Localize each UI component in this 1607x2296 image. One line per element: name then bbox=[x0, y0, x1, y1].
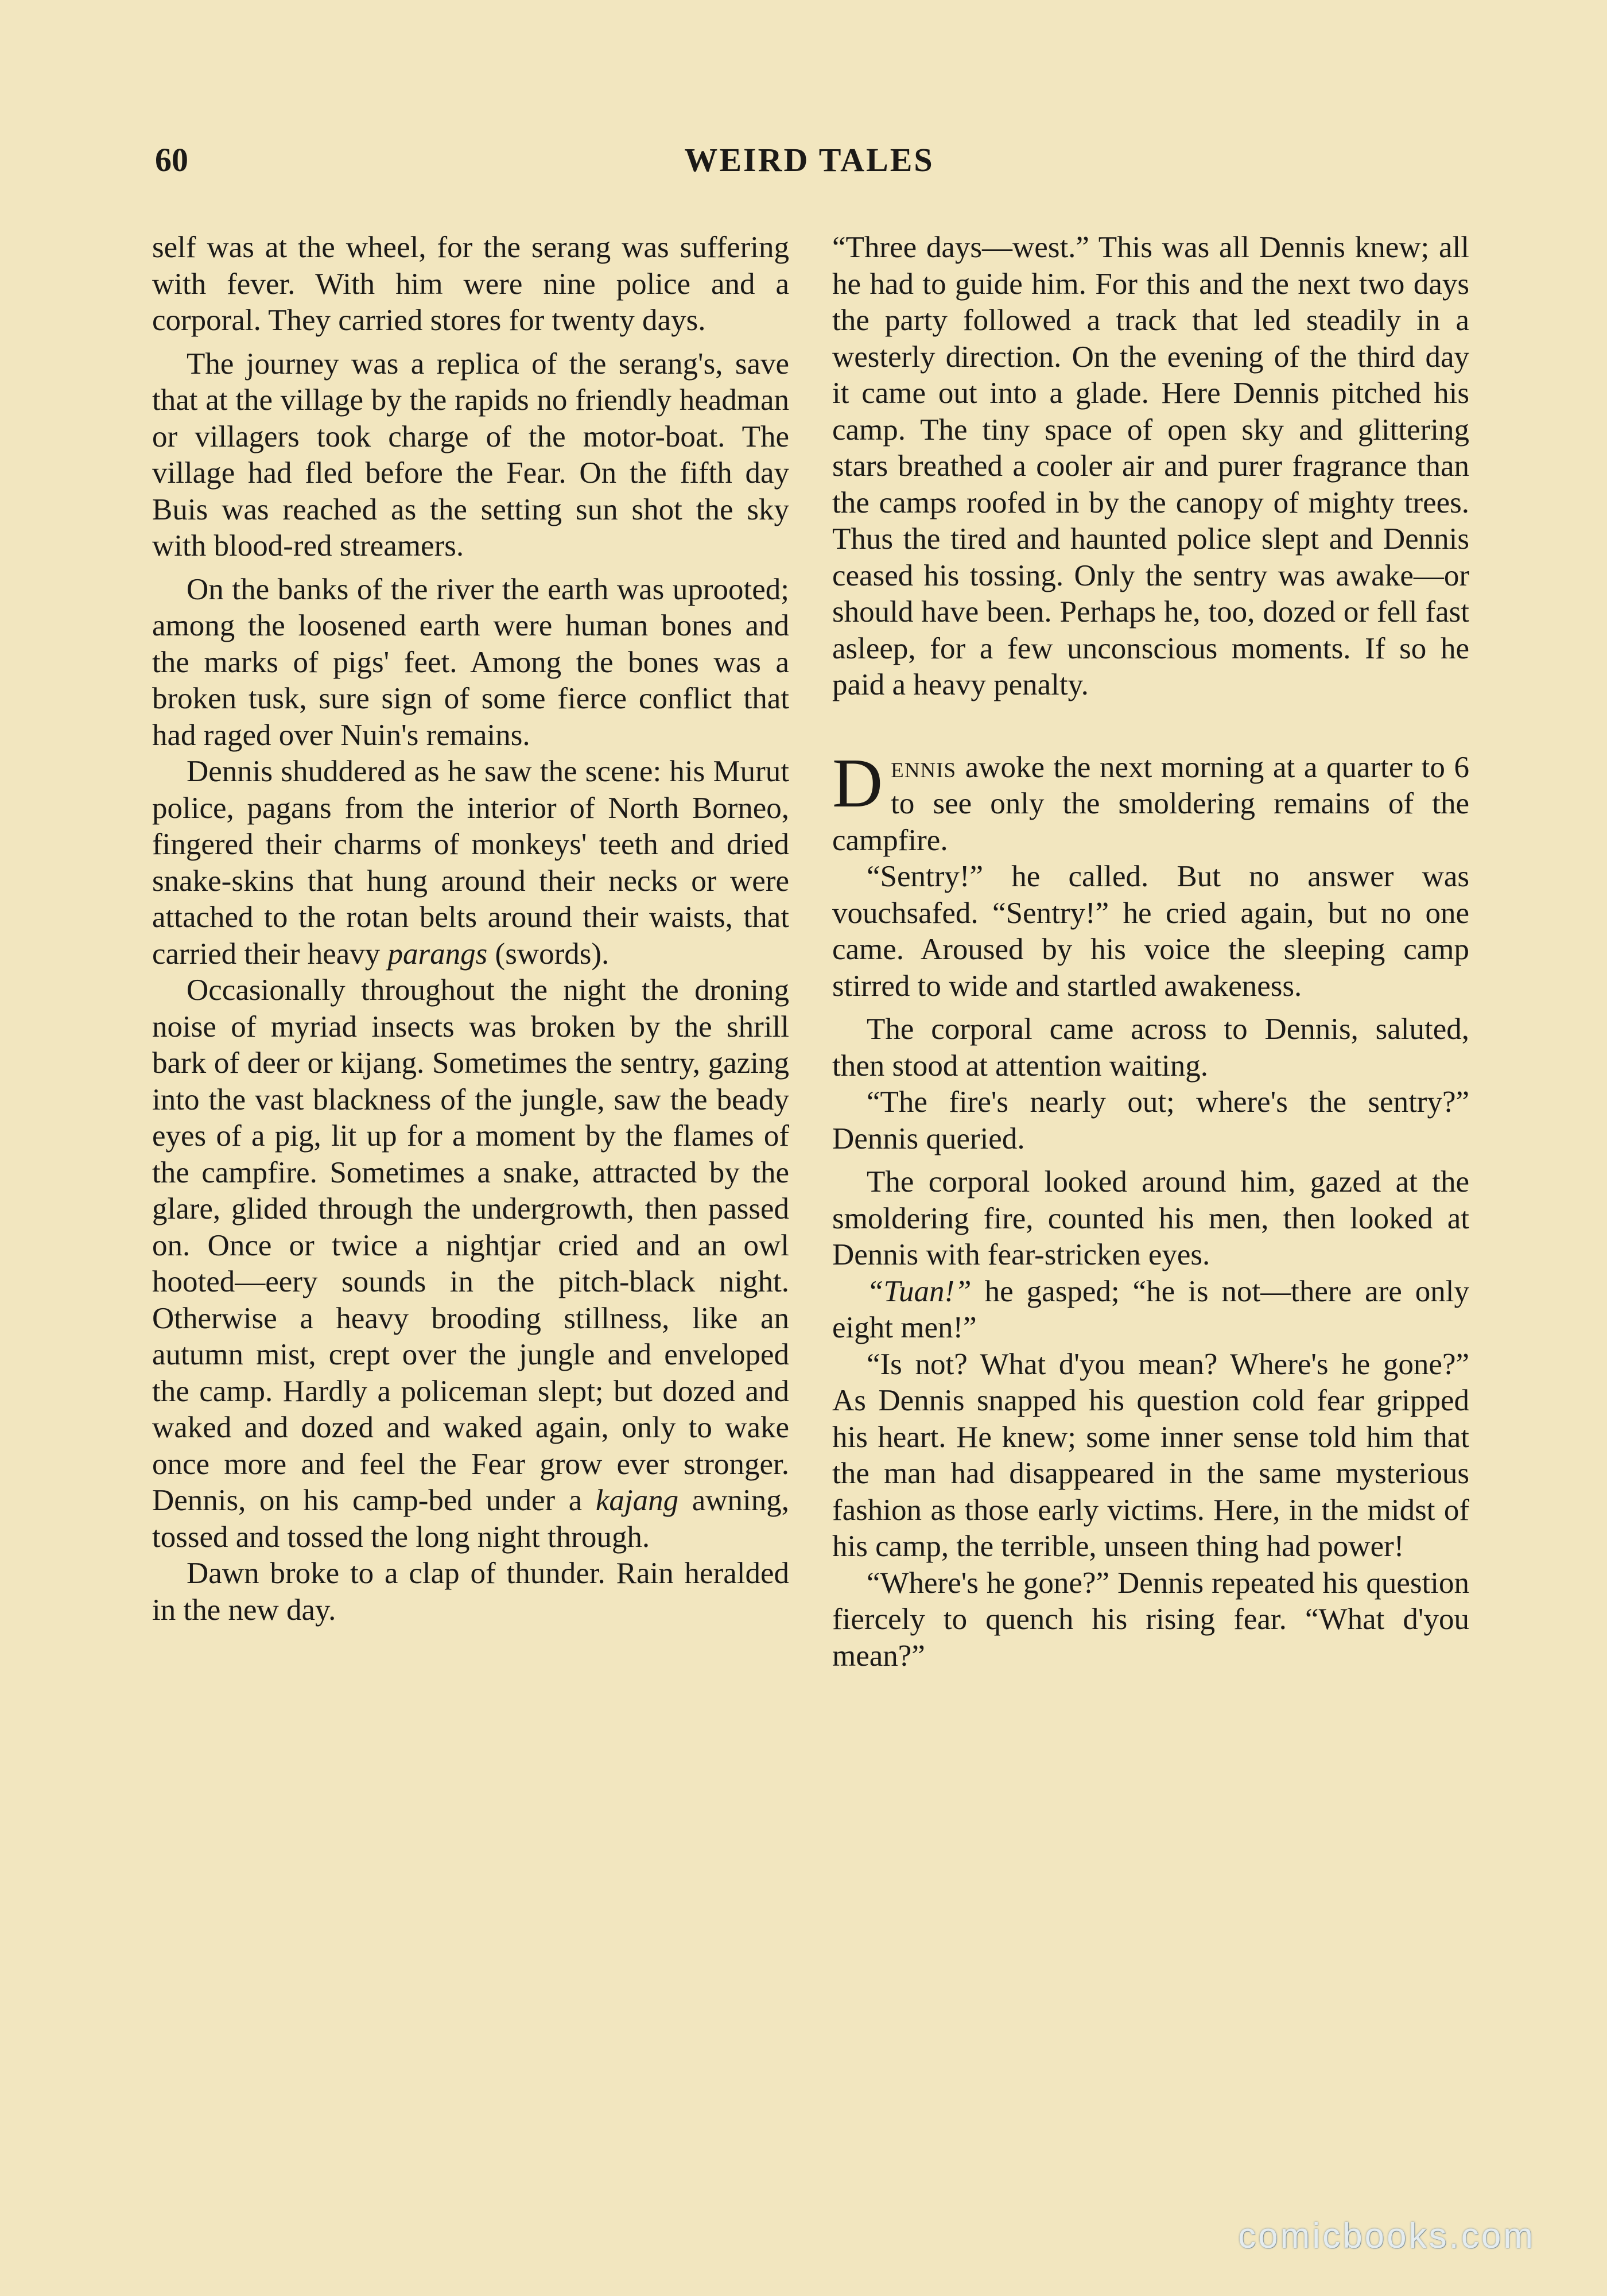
paragraph: Dennis shuddered as he saw the scene: his Murut police, pagans from the interior of North Borneo, fingered their charms of monkeys' teeth and dried snake-skins that hung around their necks or were attached to the rotan belts around their waists, that carried their heavy parangs (swords). bbox=[152, 755, 789, 971]
drop-cap: D bbox=[832, 744, 883, 822]
italic-word: “Tuan!” bbox=[867, 1274, 972, 1308]
italic-word: parangs bbox=[387, 937, 488, 971]
right-column bbox=[832, 230, 1469, 1674]
paragraph: self was at the wheel, for the serang was suffering with fever. With him were nine police and a corporal. They carried stores for twenty days. bbox=[152, 231, 789, 337]
page-header bbox=[155, 141, 1464, 187]
paragraph: “Is not? What d'you mean? Where's he gone?” As Dennis snapped his question cold fear gripped his heart. He knew; some inner sense told him that the man had disappeared in the same mysterious fashion as those early victims. Here, in the midst of his camp, the terrible, unseen thing had power! bbox=[832, 1347, 1469, 1563]
small-caps-word: ennis bbox=[891, 750, 957, 784]
left-column bbox=[152, 230, 789, 1628]
paragraph: Occasionally throughout the night the droning noise of myriad insects was broken by the shrill bark of deer or kijang. Sometimes the sentry, gazing into the vast blackness of the jungle, saw the beady eyes of a pig, lit up for a moment by the flames of the campfire. Sometimes a snake, attracted by the glare, glided through the undergrowth, then passed on. Once or twice a nightjar cried and an owl hooted—eery sounds in the pitch-black night. Otherwise a heavy brooding stillness, like an autumn mist, crept over the jungle and enveloped the camp. Hardly a policeman slept; but dozed and waked and dozed and waked again, only to wake once more and feel the Fear grow ever stronger. Dennis, on his camp-bed under a kajang awning, tossed and tossed the long night through. bbox=[152, 974, 789, 1554]
paragraph: The journey was a replica of the serang's, save that at the village by the rapids no friendly headman or villagers took charge of the motor-boat. The village had fled before the Fear. On the fifth day Buis was reached as the setting sun shot the sky with blood-red streamers. bbox=[152, 347, 789, 563]
paragraph: “Sentry!” he called. But no answer was vouchsafed. “Sentry!” he cried again, but no one came. Aroused by his voice the sleeping camp stirred to wide and startled awakeness. bbox=[832, 860, 1469, 1003]
paragraph: “Where's he gone?” Dennis repeated his question fiercely to quench his rising fear. “What d'you mean?” bbox=[832, 1566, 1469, 1673]
watermark-logo: comicbooks.com bbox=[1238, 2216, 1535, 2256]
paragraph: “Tuan!” he gasped; “he is not—there are only eight men!” bbox=[832, 1274, 1469, 1344]
italic-word: kajang bbox=[595, 1484, 679, 1517]
paragraph: “Three days—west.” This was all Dennis knew; all he had to guide him. For this and the next two days the party followed a track that led steadily in a westerly direction. On the evening of the third day it came out into a glade. Here Dennis pitched his camp. The tiny space of open sky and glittering stars breathed a cooler air and purer fragrance than the camps roofed in by the canopy of mighty trees. Thus the tired and haunted police slept and Dennis ceased his tossing. Only the sentry was awake—or should have been. Perhaps he, too, dozed or fell fast asleep, for a few unconscious moments. If so he paid a heavy penalty. bbox=[832, 231, 1469, 701]
paragraph: On the banks of the river the earth was uprooted; among the loosened earth were human bones and the marks of pigs' feet. Among the bones was a broken tusk, sure sign of some fierce conflict that had raged over Nuin's remains. bbox=[152, 572, 789, 752]
page-number: 60 bbox=[155, 141, 188, 179]
paragraph: The corporal looked around him, gazed at the smoldering fire, counted his men, then looked at Dennis with fear-stricken eyes. bbox=[832, 1165, 1469, 1271]
running-head: WEIRD TALES bbox=[684, 141, 934, 179]
paragraph: The corporal came across to Dennis, saluted, then stood at attention waiting. bbox=[832, 1013, 1469, 1083]
paragraph: Dawn broke to a clap of thunder. Rain heralded in the new day. bbox=[152, 1557, 789, 1627]
paragraph: “The fire's nearly out; where's the sentry?” Dennis queried. bbox=[832, 1085, 1469, 1155]
paragraph-with-dropcap: Dennis awoke the next morning at a quarter to 6 to see only the smoldering remains of the campfire. bbox=[832, 744, 1469, 857]
